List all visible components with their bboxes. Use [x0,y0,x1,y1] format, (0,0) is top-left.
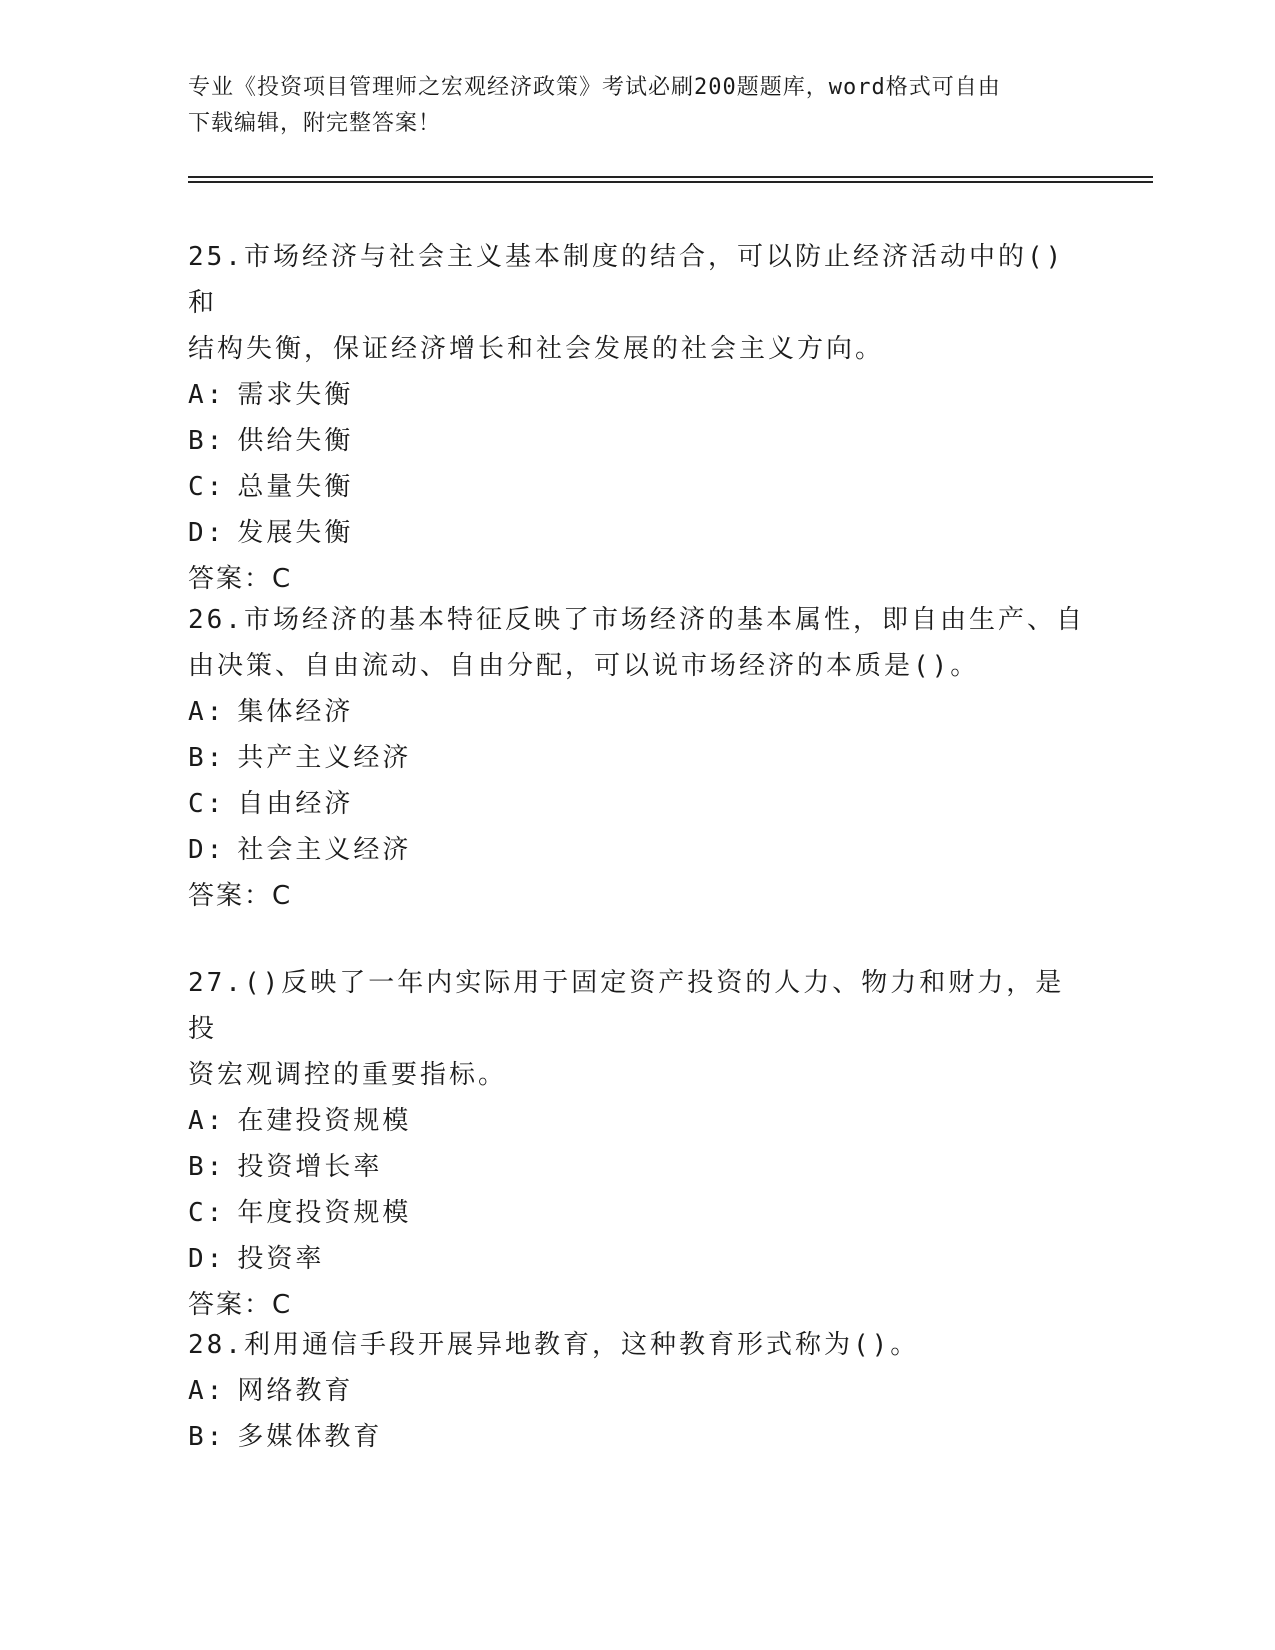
header-divider-top [188,176,1153,178]
document-header [188,70,1088,142]
option-key: B: [188,743,226,773]
option-text: 社会主义经济 [237,835,412,865]
option-b [188,1414,1093,1460]
option-text: 投资率 [237,1244,325,1274]
option-key: B: [188,1152,226,1182]
option-text: 自由经济 [237,789,354,819]
header-divider-bottom [188,181,1153,183]
option-text: 在建投资规模 [237,1106,412,1136]
option-d [188,827,1093,873]
option-text: 需求失衡 [237,380,354,410]
option-d [188,510,1093,556]
option-key: C: [188,1198,226,1228]
question-stem-line-1: 25.市场经济与社会主义基本制度的结合，可以防止经济活动中的()和 [188,242,1065,318]
question-stem-line-1: 26.市场经济的基本特征反映了市场经济的基本属性，即自由生产、自 [188,605,1085,635]
question-27 [188,960,1093,1328]
option-a [188,1098,1093,1144]
option-text: 共产主义经济 [237,743,412,773]
question-stem-line-2: 结构失衡，保证经济增长和社会发展的社会主义方向。 [188,334,885,364]
option-c [188,1190,1093,1236]
option-key: D: [188,518,226,548]
option-key: B: [188,426,226,456]
question-stem-line-1: 28.利用通信手段开展异地教育，这种教育形式称为()。 [188,1330,920,1360]
option-text: 网络教育 [237,1376,354,1406]
option-text: 发展失衡 [237,518,354,548]
option-key: B: [188,1422,226,1452]
option-text: 多媒体教育 [237,1422,383,1452]
question-stem-line-1: 27.()反映了一年内实际用于固定资产投资的人力、物力和财力，是投 [188,968,1065,1044]
header-line-2: 下载编辑，附完整答案！ [188,111,442,136]
answer-line: 答案：C [188,564,293,594]
option-b [188,1144,1093,1190]
question-stem-line-2: 资宏观调控的重要指标。 [188,1060,508,1090]
option-d [188,1236,1093,1282]
question-stem-line-2: 由决策、自由流动、自由分配，可以说市场经济的本质是()。 [188,651,980,681]
option-key: D: [188,1244,226,1274]
option-b [188,418,1093,464]
option-key: D: [188,835,226,865]
option-text: 年度投资规模 [237,1198,412,1228]
option-key: A: [188,1106,226,1136]
option-text: 集体经济 [237,697,354,727]
option-key: A: [188,697,226,727]
option-key: C: [188,472,226,502]
question-26 [188,597,1093,919]
answer-line: 答案：C [188,1290,293,1320]
option-a [188,372,1093,418]
option-text: 供给失衡 [237,426,354,456]
option-b [188,735,1093,781]
option-key: A: [188,1376,226,1406]
option-key: C: [188,789,226,819]
option-c [188,781,1093,827]
option-a [188,689,1093,735]
question-28 [188,1322,1093,1460]
header-line-1: 专业《投资项目管理师之宏观经济政策》考试必刷200题题库，word格式可自由 [188,75,1001,100]
option-c [188,464,1093,510]
option-key: A: [188,380,226,410]
option-a [188,1368,1093,1414]
answer-line: 答案：C [188,881,293,911]
option-text: 总量失衡 [237,472,354,502]
question-25 [188,234,1093,602]
option-text: 投资增长率 [237,1152,383,1182]
